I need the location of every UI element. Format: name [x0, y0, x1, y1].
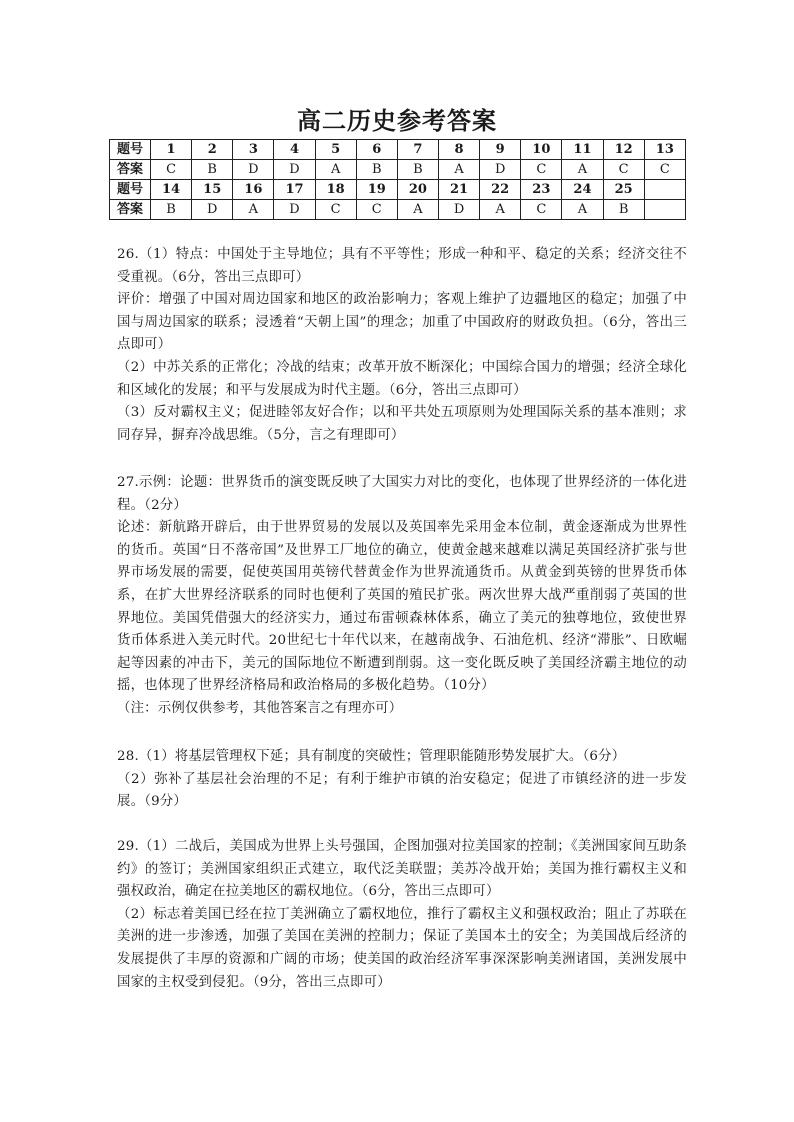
answer-cell: D: [274, 200, 315, 220]
question-number-cell: 1: [151, 140, 192, 160]
question-number-cell: 14: [151, 180, 192, 200]
q26-evaluation: 评价：增强了中国对周边国家和地区的政治影响力；客观上维护了边疆地区的稳定；加强了中国与周边国家的联系；浸透着“天朝上国”的理念；加重了中国政府的财政负担。（6分，答出三点即可）: [117, 292, 687, 353]
question-number-cell: 4: [274, 140, 315, 160]
answer-cell: [644, 200, 685, 220]
question-number-row: [110, 140, 686, 160]
q26-part2: （2）中苏关系的正常化；冷战的结束；改革开放不断深化；中国综合国力的增强；经济全球化和区域化的发展；和平与发展成为时代主题。（6分，答出三点即可）: [117, 359, 687, 398]
question-number-cell: 12: [603, 140, 644, 160]
answer-cell: C: [356, 200, 397, 220]
answer-row: [110, 160, 686, 180]
row-label-question: 题号: [110, 180, 151, 200]
answer-cell: A: [397, 200, 438, 220]
q28-part1: 28.（1）将基层管理权下延；具有制度的突破性；管理职能随形势发展扩大。（6分）: [117, 749, 626, 764]
question-number-cell: 10: [521, 140, 562, 160]
question-number-cell: 21: [438, 180, 479, 200]
answer-cell: C: [603, 160, 644, 180]
q28-part2: （2）弥补了基层社会治理的不足；有利于维护市镇的治安稳定；促进了市镇经济的进一步发展。（9分）: [117, 771, 687, 810]
question-26: [117, 244, 687, 447]
answer-cell: A: [480, 200, 521, 220]
answer-cell: A: [562, 200, 603, 220]
question-number-cell: 6: [356, 140, 397, 160]
question-number-cell: 17: [274, 180, 315, 200]
question-28: [117, 746, 687, 814]
row-label-answer: 答案: [110, 160, 151, 180]
answer-cell: B: [603, 200, 644, 220]
question-number-cell: 13: [644, 140, 685, 160]
answer-cell: B: [397, 160, 438, 180]
q27-note: （注：示例仅供参考，其他答案言之有理亦可）: [117, 700, 403, 716]
question-27: [117, 472, 687, 721]
answer-cell: A: [438, 160, 479, 180]
answer-cell: C: [315, 200, 356, 220]
q27-thesis: 27.示例：论题：世界货币的演变既反映了大国实力对比的变化，也体现了世界经济的一体化进程。（2分）: [117, 475, 687, 513]
answer-cell: C: [521, 160, 562, 180]
question-number-cell: 15: [192, 180, 233, 200]
answer-row: [110, 200, 686, 220]
row-label-answer: 答案: [110, 200, 151, 220]
q29-part1: 29.（1）二战后，美国成为世界上头号强国，企图加强对拉美国家的控制；《美洲国家间互助条约》的签订；美洲国家组织正式建立，取代泛美联盟；美苏冷战开始；美国为推行霸权主义和强权政治，确定在拉美地区的霸权地位。（6分，答出三点即可）: [117, 839, 687, 900]
answer-cell: B: [192, 160, 233, 180]
question-number-cell: 24: [562, 180, 603, 200]
question-number-cell: 23: [521, 180, 562, 200]
question-number-cell: 22: [480, 180, 521, 200]
question-number-cell: 3: [233, 140, 274, 160]
question-number-cell: 9: [480, 140, 521, 160]
question-number-cell: 25: [603, 180, 644, 200]
question-number-cell: 20: [397, 180, 438, 200]
row-label-question: 题号: [110, 140, 151, 160]
answer-cell: D: [480, 160, 521, 180]
question-number-row: [110, 180, 686, 200]
question-number-cell: 5: [315, 140, 356, 160]
answer-cell: C: [151, 160, 192, 180]
answer-cell: B: [356, 160, 397, 180]
question-number-cell: 16: [233, 180, 274, 200]
q27-argument: 论述：新航路开辟后，由于世界贸易的发展以及英国率先采用金本位制，黄金逐渐成为世界性的货币。英国“日不落帝国”及世界工厂地位的确立，使黄金越来越难以满足英国经济扩张与世界市场发展的需要，促使英国用英镑代替黄金作为世界流通货币。从黄金到英镑的世界货币体系，在扩大世界经济联系的同时也便利了英国的殖民扩张。两次世界大战严重削弱了英国的世界地位。美国凭借强大的经济实力，通过布雷顿森林体系，确立了美元的独尊地位，致使世界货币体系进入美元时代。20世纪七十年代以来，在越南战争、石油危机、经济“滞胀”、日欧崛起等因素的冲击下，美元的国际地位不断遭到削弱。这一变化既反映了美国经济霸主地位的动摇，也体现了世界经济格局和政治格局的多极化趋势。（10分）: [117, 520, 687, 694]
question-number-cell: 2: [192, 140, 233, 160]
q26-part3: （3）反对霸权主义；促进睦邻友好合作；以和平共处五项原则为处理国际关系的基本准则；求同存异，摒弃冷战思维。（5分，言之有理即可）: [117, 405, 687, 443]
answer-cell: B: [151, 200, 192, 220]
question-number-cell: 8: [438, 140, 479, 160]
answer-cell: D: [192, 200, 233, 220]
answer-cell: A: [233, 200, 274, 220]
answer-cell: D: [438, 200, 479, 220]
question-number-cell: 11: [562, 140, 603, 160]
answer-cell: C: [521, 200, 562, 220]
q26-part1: 26.（1）特点：中国处于主导地位；具有不平等性；形成一种和平、稳定的关系；经济交往不受重视。（6分，答出三点即可）: [117, 247, 687, 285]
question-number-cell: [644, 180, 685, 200]
question-number-cell: 18: [315, 180, 356, 200]
question-29: [117, 836, 687, 994]
answer-cell: D: [274, 160, 315, 180]
page-title: 高二历史参考答案: [297, 107, 497, 135]
answer-cell: C: [644, 160, 685, 180]
answer-table: [109, 139, 686, 220]
answer-cell: A: [562, 160, 603, 180]
question-number-cell: 7: [397, 140, 438, 160]
answer-cell: D: [233, 160, 274, 180]
q29-part2: （2）标志着美国已经在拉丁美洲确立了霸权地位，推行了霸权主义和强权政治；阻止了苏联在美洲的进一步渗透，加强了美国在美洲的控制力；保证了美国本土的安全；为美国战后经济的发展提供了丰厚的资源和广阔的市场；使美国的政治经济军事深深影响美洲诸国，美洲发展中国家的主权受到侵犯。（9分，答出三点即可）: [117, 906, 687, 990]
question-number-cell: 19: [356, 180, 397, 200]
answer-cell: A: [315, 160, 356, 180]
